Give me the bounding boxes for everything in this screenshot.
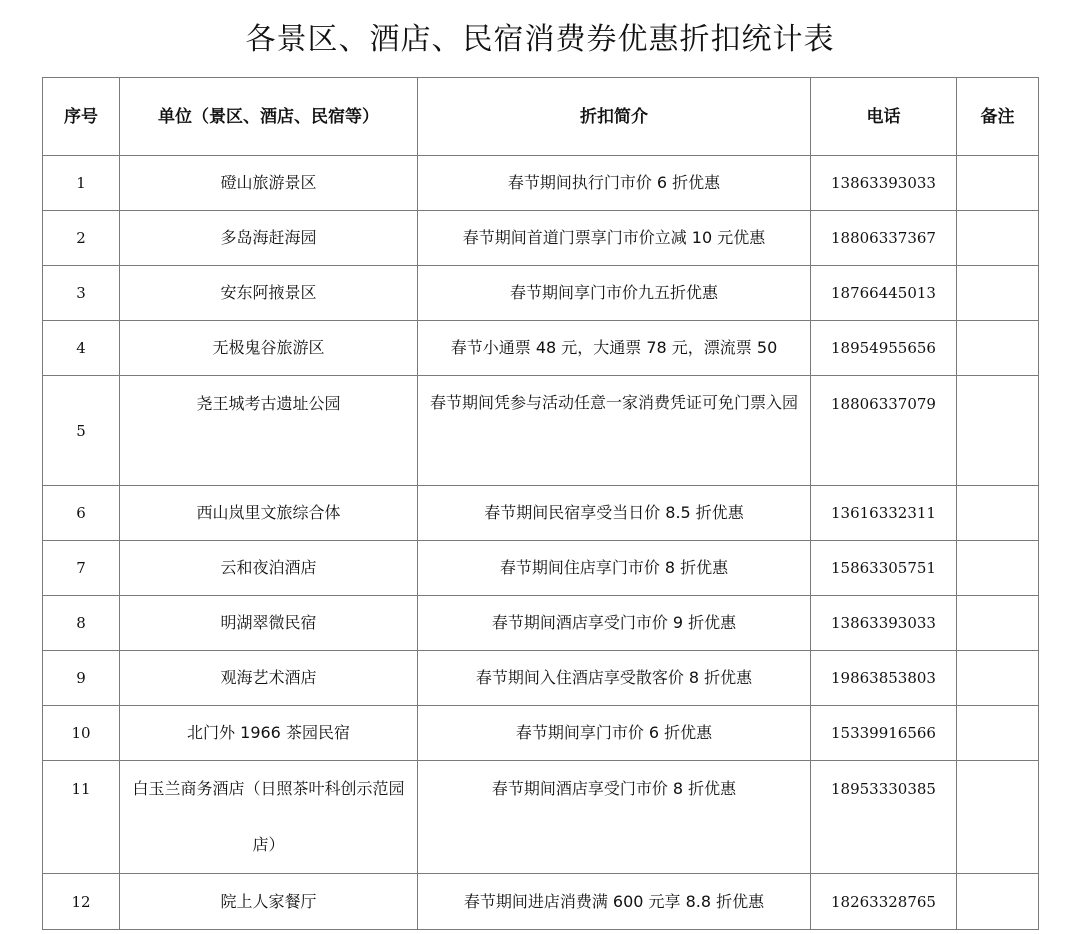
row-phone: 18263328765 bbox=[811, 874, 957, 930]
row-discount: 春节期间入住酒店享受散客价 8 折优惠 bbox=[418, 651, 811, 706]
row-unit: 观海艺术酒店 bbox=[120, 651, 418, 706]
row-note bbox=[957, 211, 1039, 266]
row-phone: 13863393033 bbox=[811, 156, 957, 211]
row-unit: 明湖翠微民宿 bbox=[120, 596, 418, 651]
row-phone: 19863853803 bbox=[811, 651, 957, 706]
row-phone: 18953330385 bbox=[811, 761, 957, 874]
header-note: 备注 bbox=[957, 78, 1039, 156]
row-unit: 尧王城考古遗址公园 bbox=[120, 376, 418, 486]
row-note bbox=[957, 874, 1039, 930]
header-no: 序号 bbox=[43, 78, 120, 156]
table-row bbox=[43, 541, 1039, 596]
row-note bbox=[957, 321, 1039, 376]
row-discount: 春节期间民宿享受当日价 8.5 折优惠 bbox=[418, 486, 811, 541]
row-discount: 春节期间酒店享受门市价 8 折优惠 bbox=[418, 761, 811, 874]
row-note bbox=[957, 486, 1039, 541]
row-unit: 北门外 1966 茶园民宿 bbox=[120, 706, 418, 761]
row-phone: 18806337079 bbox=[811, 376, 957, 486]
discount-table bbox=[42, 77, 1039, 930]
row-unit: 安东阿掖景区 bbox=[120, 266, 418, 321]
table-row bbox=[43, 486, 1039, 541]
row-no: 4 bbox=[43, 321, 120, 376]
row-phone: 13616332311 bbox=[811, 486, 957, 541]
table-row bbox=[43, 651, 1039, 706]
row-note bbox=[957, 596, 1039, 651]
row-no: 2 bbox=[43, 211, 120, 266]
header-unit: 单位（景区、酒店、民宿等） bbox=[120, 78, 418, 156]
table-row bbox=[43, 266, 1039, 321]
row-discount: 春节期间凭参与活动任意一家消费凭证可免门票入园 bbox=[418, 376, 811, 486]
row-no: 12 bbox=[43, 874, 120, 930]
row-discount: 春节期间首道门票享门市价立减 10 元优惠 bbox=[418, 211, 811, 266]
row-unit: 云和夜泊酒店 bbox=[120, 541, 418, 596]
row-discount: 春节小通票 48 元，大通票 78 元，漂流票 50 bbox=[418, 321, 811, 376]
row-unit: 无极鬼谷旅游区 bbox=[120, 321, 418, 376]
table-row bbox=[43, 761, 1039, 874]
row-discount: 春节期间享门市价九五折优惠 bbox=[418, 266, 811, 321]
row-no: 9 bbox=[43, 651, 120, 706]
table-row bbox=[43, 156, 1039, 211]
row-phone: 18806337367 bbox=[811, 211, 957, 266]
table-row bbox=[43, 706, 1039, 761]
row-unit: 多岛海赶海园 bbox=[120, 211, 418, 266]
row-no: 3 bbox=[43, 266, 120, 321]
table-header-row bbox=[43, 78, 1039, 156]
row-no: 7 bbox=[43, 541, 120, 596]
row-phone: 18954955656 bbox=[811, 321, 957, 376]
row-no: 11 bbox=[43, 761, 120, 874]
row-note bbox=[957, 651, 1039, 706]
row-no: 6 bbox=[43, 486, 120, 541]
row-phone: 18766445013 bbox=[811, 266, 957, 321]
row-discount: 春节期间住店享门市价 8 折优惠 bbox=[418, 541, 811, 596]
table-row bbox=[43, 596, 1039, 651]
row-phone: 15339916566 bbox=[811, 706, 957, 761]
row-note bbox=[957, 761, 1039, 874]
row-note bbox=[957, 541, 1039, 596]
row-note bbox=[957, 376, 1039, 486]
row-no: 1 bbox=[43, 156, 120, 211]
row-note bbox=[957, 266, 1039, 321]
header-phone: 电话 bbox=[811, 78, 957, 156]
table-row bbox=[43, 321, 1039, 376]
page-title: 各景区、酒店、民宿消费券优惠折扣统计表 bbox=[245, 22, 835, 57]
table-row bbox=[43, 211, 1039, 266]
header-discount: 折扣简介 bbox=[418, 78, 811, 156]
row-unit: 西山岚里文旅综合体 bbox=[120, 486, 418, 541]
table-row bbox=[43, 874, 1039, 930]
row-phone: 15863305751 bbox=[811, 541, 957, 596]
row-unit: 磴山旅游景区 bbox=[120, 156, 418, 211]
row-phone: 13863393033 bbox=[811, 596, 957, 651]
table-row bbox=[43, 376, 1039, 486]
row-discount: 春节期间享门市价 6 折优惠 bbox=[418, 706, 811, 761]
row-discount: 春节期间酒店享受门市价 9 折优惠 bbox=[418, 596, 811, 651]
row-note bbox=[957, 156, 1039, 211]
row-no: 5 bbox=[43, 376, 120, 486]
row-note bbox=[957, 706, 1039, 761]
row-no: 10 bbox=[43, 706, 120, 761]
row-unit: 白玉兰商务酒店（日照茶叶科创示范园店） bbox=[120, 761, 418, 874]
row-no: 8 bbox=[43, 596, 120, 651]
row-discount: 春节期间执行门市价 6 折优惠 bbox=[418, 156, 811, 211]
row-discount: 春节期间进店消费满 600 元享 8.8 折优惠 bbox=[418, 874, 811, 930]
row-unit: 院上人家餐厅 bbox=[120, 874, 418, 930]
